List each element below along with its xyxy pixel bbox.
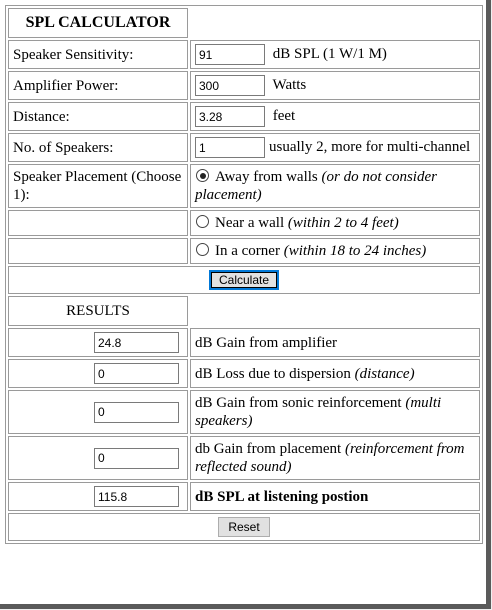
calculate-cell <box>8 266 480 294</box>
speakers-label: No. of Speakers: <box>8 133 188 162</box>
power-unit: Watts <box>272 76 307 93</box>
empty-cell-1 <box>8 210 188 236</box>
placement-option-away[interactable] <box>190 164 480 208</box>
sensitivity-input[interactable] <box>195 44 265 65</box>
result-distance-hint: (distance) <box>354 365 415 382</box>
speakers-cell <box>190 133 480 162</box>
calculate-button[interactable]: Calculate <box>209 270 279 290</box>
speakers-input[interactable] <box>195 137 265 158</box>
distance-label: Distance: <box>8 102 188 131</box>
result-placement-desc <box>190 436 480 480</box>
result-amp-gain-field[interactable] <box>94 332 179 353</box>
power-input[interactable] <box>195 75 265 96</box>
result-distance-cell <box>8 359 188 388</box>
placement-corner-label: In a corner <box>215 243 280 259</box>
result-spl-cell <box>8 482 188 511</box>
result-distance-label: dB Loss due to dispersion <box>195 365 351 382</box>
reset-cell <box>8 513 480 541</box>
power-label: Amplifier Power: <box>8 71 188 100</box>
result-distance-desc <box>190 359 480 388</box>
placement-wall-label: Near a wall <box>215 215 285 231</box>
sensitivity-label: Speaker Sensitivity: <box>8 40 188 69</box>
title-spacer <box>190 8 480 38</box>
speakers-unit: usually 2, more for multi-channel <box>269 138 471 155</box>
placement-wall-hint: (within 2 to 4 feet) <box>287 215 399 231</box>
sensitivity-unit: dB SPL (1 W/1 M) <box>272 45 387 62</box>
placement-corner-hint: (within 18 to 24 inches) <box>283 243 427 259</box>
result-spl-field[interactable] <box>94 486 179 507</box>
reset-button[interactable]: Reset <box>218 517 269 537</box>
result-placement-label: db Gain from placement <box>195 441 342 457</box>
placement-option-wall[interactable] <box>190 210 480 236</box>
calculator-title: SPL CALCULATOR <box>8 8 188 38</box>
radio-away-icon[interactable] <box>196 169 209 182</box>
distance-cell <box>190 102 480 131</box>
result-sonic-cell <box>8 390 188 434</box>
placement-label: Speaker Placement (Choose 1): <box>8 164 188 208</box>
result-spl-label: dB SPL at listening postion <box>195 488 369 505</box>
radio-corner-icon[interactable] <box>196 243 209 256</box>
distance-unit: feet <box>272 107 296 124</box>
result-sonic-desc <box>190 390 480 434</box>
sensitivity-cell <box>190 40 480 69</box>
result-amp-label: dB Gain from amplifier <box>190 328 480 357</box>
placement-away-hint: (or do not consider placement) <box>195 169 437 203</box>
result-spl-desc <box>190 482 480 511</box>
results-spacer <box>190 296 480 326</box>
result-sonic-label: dB Gain from sonic reinforcement <box>195 395 402 411</box>
result-placement-gain-field[interactable] <box>94 448 179 469</box>
result-sonic-hint: (multi speakers) <box>195 395 442 429</box>
radio-wall-icon[interactable] <box>196 215 209 228</box>
spl-calculator-table <box>5 5 483 544</box>
result-placement-hint: (reinforcement from reflected sound) <box>195 441 465 475</box>
result-dispersion-loss-field[interactable] <box>94 363 179 384</box>
result-placement-cell <box>8 436 188 480</box>
result-sonic-gain-field[interactable] <box>94 402 179 423</box>
power-cell <box>190 71 480 100</box>
empty-cell-2 <box>8 238 188 264</box>
placement-away-label: Away from walls <box>215 169 318 185</box>
distance-input[interactable] <box>195 106 265 127</box>
placement-option-corner[interactable] <box>190 238 480 264</box>
results-heading: RESULTS <box>8 296 188 326</box>
result-amp-cell <box>8 328 188 357</box>
